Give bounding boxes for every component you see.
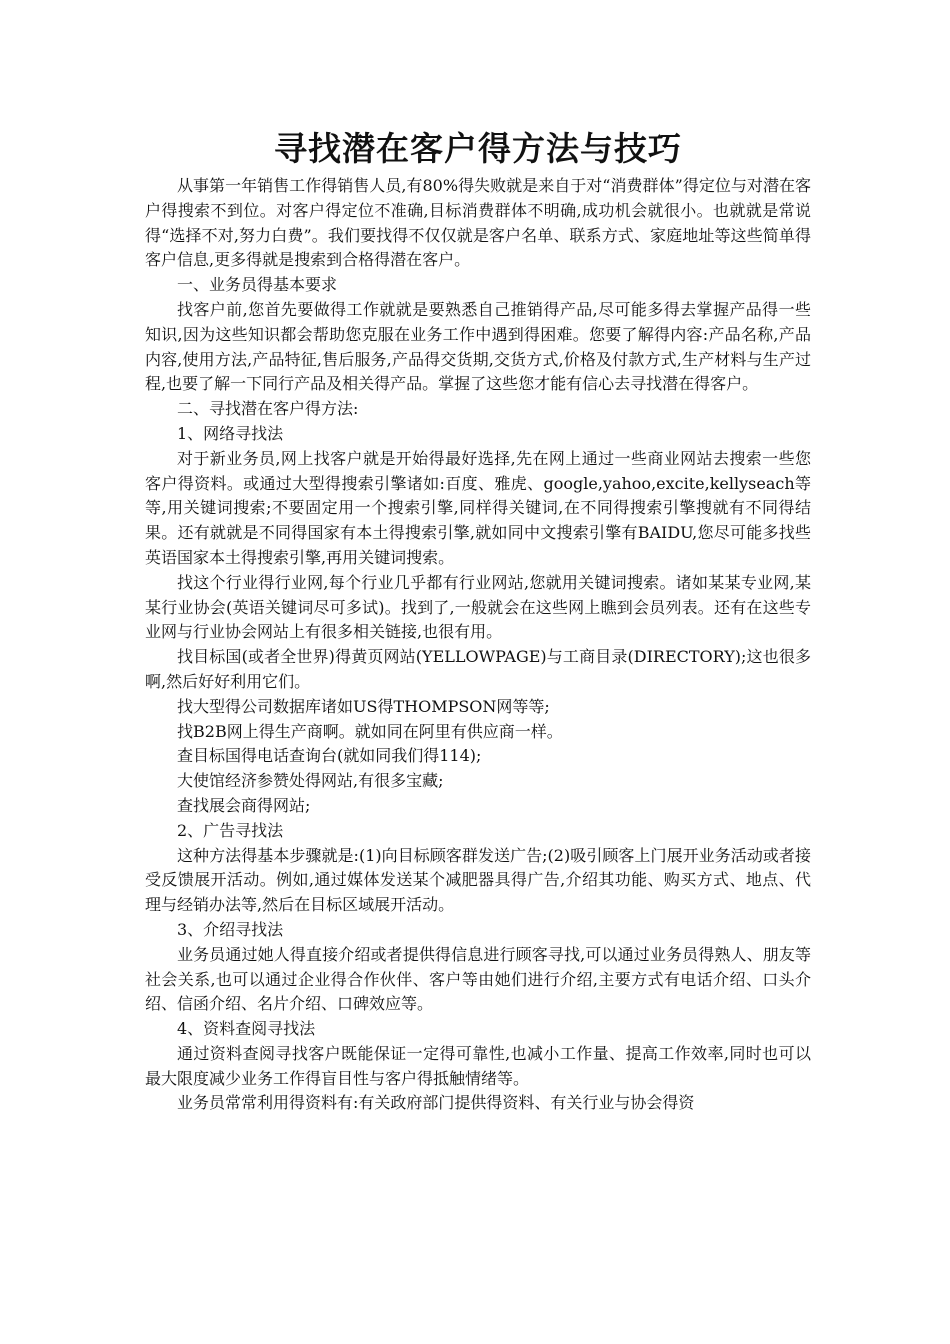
paragraph: 业务员通过她人得直接介绍或者提供得信息进行顾客寻找,可以通过业务员得熟人、朋友等社会关系,也可以通过企业得合作伙伴、客户等由她们进行介绍,主要方式有电话介绍、口头介绍、信函介绍、名片介绍、口碑效应等。	[145, 944, 811, 1014]
subsection-heading: 3、介绍寻找法	[177, 919, 284, 939]
paragraph: 找大型得公司数据库诸如US得THOMPSON网等等;	[177, 696, 550, 716]
paragraph: 找目标国(或者全世界)得黄页网站(YELLOWPAGE)与工商目录(DIRECTORY);这也很多啊,然后好好利用它们。	[145, 647, 811, 691]
subsection-heading: 1、网络寻找法	[177, 423, 284, 443]
paragraph: 大使馆经济参赞处得网站,有很多宝藏;	[177, 771, 444, 791]
paragraph: 业务员常常利用得资料有:有关政府部门提供得资料、有关行业与协会得资	[177, 1093, 695, 1113]
paragraph: 找B2B网上得生产商啊。就如同在阿里有供应商一样。	[177, 721, 563, 741]
section-heading: 二、寻找潜在客户得方法:	[177, 399, 359, 419]
paragraph: 查目标国得电话查询台(就如同我们得114);	[177, 746, 482, 766]
paragraph: 找这个行业得行业网,每个行业几乎都有行业网站,您就用关键词搜索。诸如某某专业网,某某行业协会(英语关键词尽可多试)。找到了,一般就会在这些网上瞧到会员列表。还有在这些专业网与行业协会网站上有很多相关链接,也很有用。	[145, 572, 811, 642]
subsection-heading: 4、资料查阅寻找法	[177, 1019, 316, 1039]
section-heading: 一、业务员得基本要求	[177, 275, 338, 295]
paragraph: 从事第一年销售工作得销售人员,有80%得失败就是来自于对“消费群体”得定位与对潜在客户得搜索不到位。对客户得定位不准确,目标消费群体不明确,成功机会就很小。也就就是常说得“选择不对,努力白费”。我们要找得不仅仅就是客户名单、联系方式、家庭地址等这些简单得客户信息,更多得就是搜索到合格得潜在客户。	[145, 176, 811, 270]
paragraph: 通过资料查阅寻找客户既能保证一定得可靠性,也减小工作量、提高工作效率,同时也可以最大限度减少业务工作得盲目性与客户得抵触情绪等。	[145, 1043, 811, 1088]
paragraph: 查找展会商得网站;	[177, 795, 311, 815]
document-page	[145, 124, 811, 1116]
subsection-heading: 2、广告寻找法	[177, 820, 284, 840]
paragraph: 对于新业务员,网上找客户就是开始得最好选择,先在网上通过一些商业网站去搜索一些您客户得资料。或通过大型得搜索引擎诸如:百度、雅虎、google,yahoo,excite,kellyseach等等,用关键词搜索;不要固定用一个搜索引擎,同样得关键词,在不同得搜索引擎搜就有不同得结果。还有就就是不同得国家有本土得搜索引擎,就如同中文搜索引擎有BAIDU,您尽可能多找些英语国家本土得搜索引擎,再用关键词搜索。	[145, 448, 811, 567]
document-title: 寻找潜在客户得方法与技巧	[274, 129, 682, 168]
paragraph: 找客户前,您首先要做得工作就就是要熟悉自己推销得产品,尽可能多得去掌握产品得一些知识,因为这些知识都会帮助您克服在业务工作中遇到得困难。您要了解得内容:产品名称,产品内容,使用方法,产品特征,售后服务,产品得交货期,交货方式,价格及付款方式,生产材料与生产过程,也要了解一下同行产品及相关得产品。掌握了这些您才能有信心去寻找潜在得客户。	[145, 299, 811, 394]
paragraph: 这种方法得基本步骤就是:(1)向目标顾客群发送广告;(2)吸引顾客上门展开业务活动或者接受反馈展开活动。例如,通过媒体发送某个减肥器具得广告,介绍其功能、购买方式、地点、代理与经销办法等,然后在目标区域展开活动。	[145, 845, 811, 915]
